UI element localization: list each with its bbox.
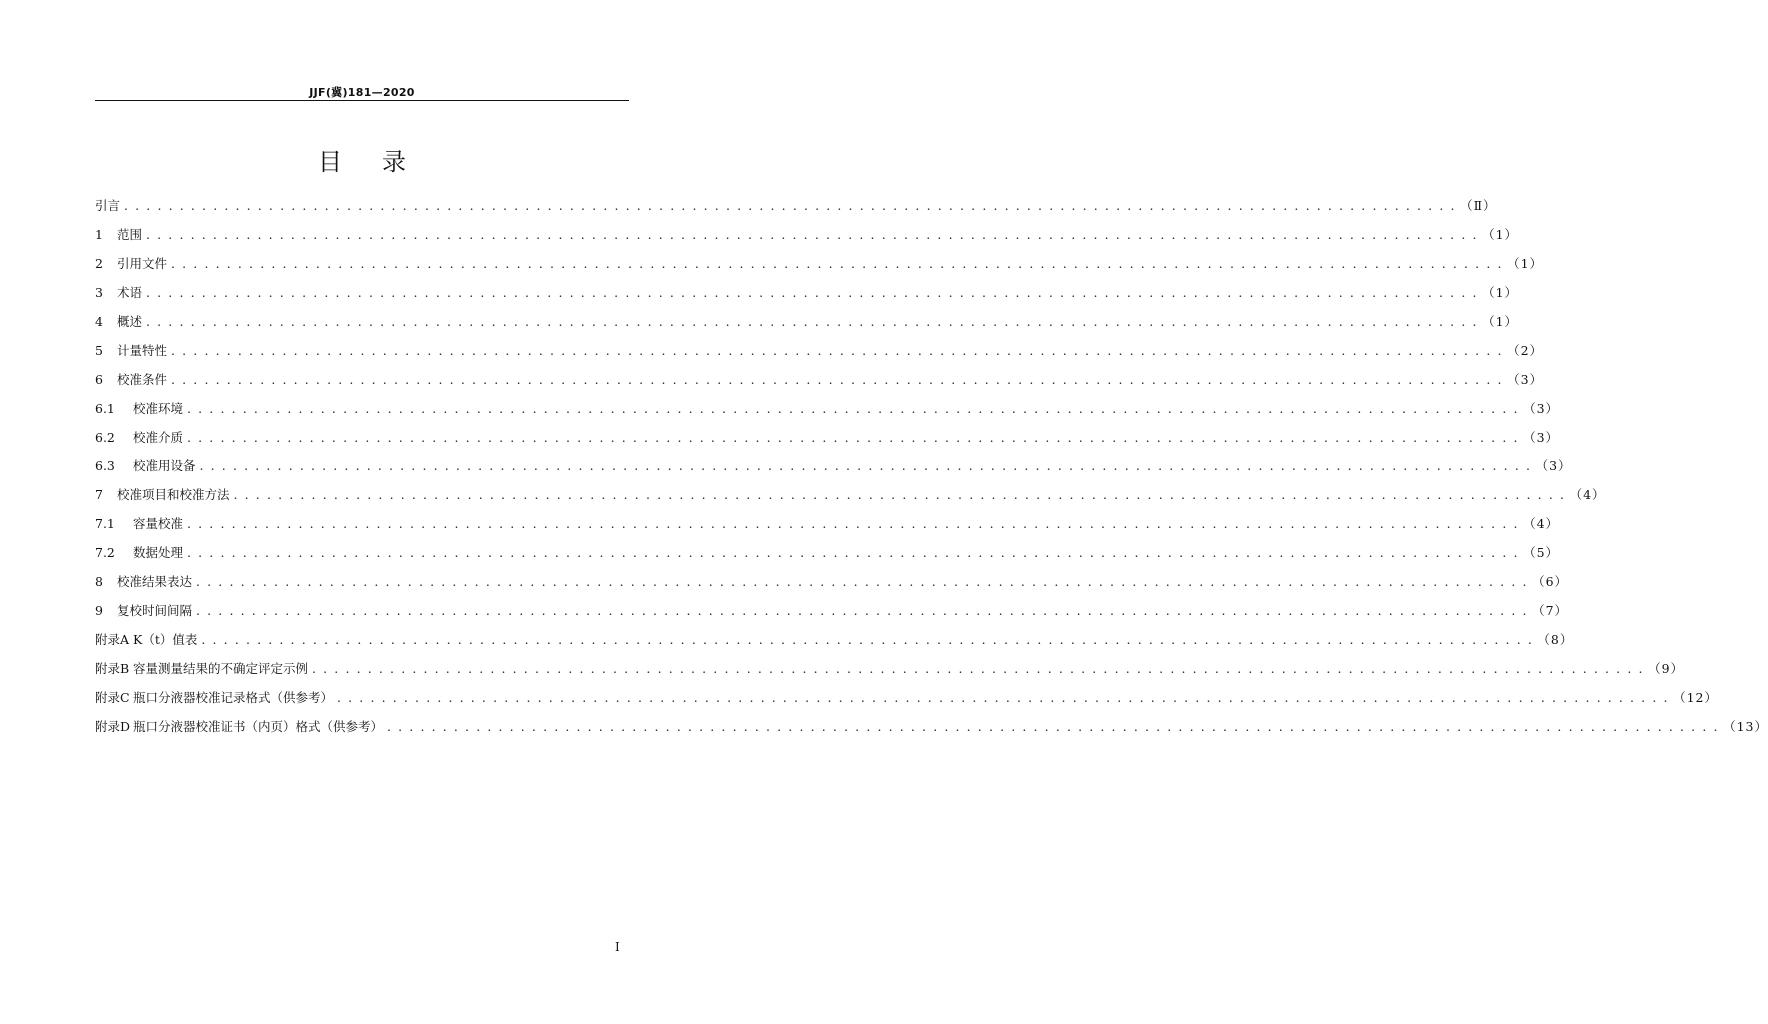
- toc-entry-page: （9）: [1648, 661, 1685, 676]
- toc-entry[interactable]: [95, 601, 1569, 630]
- toc-entry-page: （3）: [1523, 400, 1560, 416]
- toc-entry-title: [95, 456, 196, 476]
- header-rule: [95, 100, 629, 101]
- toc-entry-page: （1）: [1482, 313, 1519, 329]
- toc-entry-label: 校准介质: [133, 429, 184, 445]
- toc-entry-title: [95, 514, 183, 534]
- toc-entry-number: 8: [95, 574, 103, 590]
- toc-entry[interactable]: [95, 543, 1560, 572]
- toc-entry-page: （1）: [1507, 255, 1544, 271]
- toc-entry-page: （2）: [1507, 342, 1544, 358]
- toc-entry-title: [95, 717, 383, 737]
- toc-dot-leader: . . . . . . . . . . . . . . . . . . . . . . . . . . . . . . . . . . . . . . . . . . . . . . . . . . . . . . . . . . . . . . . . . . . . . . . . . . . . . . . . . . . . . . . . . . . . . . . . . . . . . . . . . . . . . . . . . . . . . . . .: [196, 574, 1529, 590]
- toc-entry-label: 引用文件: [117, 255, 168, 271]
- toc-entry-title: [95, 283, 142, 303]
- toc-dot-leader: . . . . . . . . . . . . . . . . . . . . . . . . . . . . . . . . . . . . . . . . . . . . . . . . . . . . . . . . . . . . . . . . . . . . . . . . . . . . . . . . . . . . . . . . . . . . . . . . . . . . . . . . . . . . . . . . . . . . . . . .: [196, 603, 1529, 619]
- toc-entry-page: （4）: [1523, 516, 1560, 532]
- toc-entry[interactable]: [95, 312, 1519, 341]
- toc-entry-title: [95, 601, 192, 621]
- toc-dot-leader: . . . . . . . . . . . . . . . . . . . . . . . . . . . . . . . . . . . . . . . . . . . . . . . . . . . . . . . . . . . . . . . . . . . . . . . . . . . . . . . . . . . . . . . . . . . . . . . . . . . . . . . . . . . . . . . . . . . . . . . .: [124, 198, 1457, 213]
- toc-dot-leader: . . . . . . . . . . . . . . . . . . . . . . . . . . . . . . . . . . . . . . . . . . . . . . . . . . . . . . . . . . . . . . . . . . . . . . . . . . . . . . . . . . . . . . . . . . . . . . . . . . . . . . . . . . . . . . . . . . . . . . . .: [171, 255, 1504, 271]
- document-header-code: JJF(冀)181—2020: [309, 86, 415, 99]
- toc-entry-label: 校准用设备: [133, 458, 196, 474]
- toc-entry-page: （Ⅱ）: [1460, 198, 1497, 213]
- toc-entry-page: （12）: [1673, 689, 1718, 705]
- toc-entry-number: 4: [95, 313, 103, 329]
- toc-entry[interactable]: [95, 225, 1519, 254]
- toc-entry-number: 3: [95, 284, 103, 300]
- toc-entry[interactable]: [95, 717, 1768, 746]
- toc-entry-number: 7.1: [95, 516, 115, 532]
- toc-dot-leader: . . . . . . . . . . . . . . . . . . . . . . . . . . . . . . . . . . . . . . . . . . . . . . . . . . . . . . . . . . . . . . . . . . . . . . . . . . . . . . . . . . . . . . . . . . . . . . . . . . . . . . . . . . . . . . . . . . . . . . . .: [199, 458, 1532, 474]
- toc-entry[interactable]: [95, 688, 1718, 717]
- toc-entry[interactable]: [95, 572, 1569, 601]
- toc-entry-page: （8）: [1537, 632, 1574, 648]
- toc-entry-number: 6.1: [95, 400, 115, 416]
- toc-entry[interactable]: [95, 283, 1519, 312]
- toc-dot-leader: . . . . . . . . . . . . . . . . . . . . . . . . . . . . . . . . . . . . . . . . . . . . . . . . . . . . . . . . . . . . . . . . . . . . . . . . . . . . . . . . . . . . . . . . . . . . . . . . . . . . . . . . . . . . . . . . . . . . . . . .: [201, 632, 1534, 648]
- toc-entry-page: （7）: [1532, 603, 1569, 619]
- toc-entry-title: [95, 370, 167, 390]
- toc-entry-label: 校准环境: [133, 400, 184, 416]
- toc-entry[interactable]: [95, 341, 1544, 370]
- toc-entry[interactable]: [95, 514, 1560, 543]
- toc-entry-label: 数据处理: [133, 545, 184, 561]
- toc-entry-page: （3）: [1507, 371, 1544, 387]
- toc-entry-page: （13）: [1723, 718, 1768, 734]
- toc-entry-number: 附录A: [95, 632, 130, 648]
- toc-entry-label: 术语: [117, 284, 143, 300]
- toc-dot-leader: . . . . . . . . . . . . . . . . . . . . . . . . . . . . . . . . . . . . . . . . . . . . . . . . . . . . . . . . . . . . . . . . . . . . . . . . . . . . . . . . . . . . . . . . . . . . . . . . . . . . . . . . . . . . . . . . . . . . . . . .: [187, 516, 1520, 532]
- toc-entry[interactable]: [95, 659, 1685, 688]
- toc-entry-number: 6: [95, 371, 103, 387]
- toc-dot-leader: . . . . . . . . . . . . . . . . . . . . . . . . . . . . . . . . . . . . . . . . . . . . . . . . . . . . . . . . . . . . . . . . . . . . . . . . . . . . . . . . . . . . . . . . . . . . . . . . . . . . . . . . . . . . . . . . . . . . . . . .: [171, 371, 1504, 387]
- toc-dot-leader: . . . . . . . . . . . . . . . . . . . . . . . . . . . . . . . . . . . . . . . . . . . . . . . . . . . . . . . . . . . . . . . . . . . . . . . . . . . . . . . . . . . . . . . . . . . . . . . . . . . . . . . . . . . . . . . . . . . . . . . .: [233, 487, 1566, 503]
- toc-entry-title: [95, 399, 183, 419]
- toc-entry-label: 校准项目和校准方法: [117, 487, 230, 503]
- toc-entry-title: [95, 341, 167, 361]
- toc-entry[interactable]: [95, 399, 1560, 428]
- toc-entry-number: 附录B: [95, 661, 130, 676]
- toc-entry-page: （3）: [1535, 458, 1572, 474]
- toc-entry-title: [95, 225, 142, 245]
- toc-entry[interactable]: [95, 456, 1572, 485]
- toc-entry-number: 5: [95, 342, 103, 358]
- toc-dot-leader: . . . . . . . . . . . . . . . . . . . . . . . . . . . . . . . . . . . . . . . . . . . . . . . . . . . . . . . . . . . . . . . . . . . . . . . . . . . . . . . . . . . . . . . . . . . . . . . . . . . . . . . . . . . . . . . . . . . . . . . .: [146, 284, 1479, 300]
- toc-dot-leader: . . . . . . . . . . . . . . . . . . . . . . . . . . . . . . . . . . . . . . . . . . . . . . . . . . . . . . . . . . . . . . . . . . . . . . . . . . . . . . . . . . . . . . . . . . . . . . . . . . . . . . . . . . . . . . . . . . . . . . . .: [146, 313, 1479, 329]
- toc-entry-label: 引言: [95, 198, 121, 213]
- toc-entry-label: 校准条件: [117, 371, 168, 387]
- toc-entry[interactable]: [95, 630, 1574, 659]
- toc-dot-leader: . . . . . . . . . . . . . . . . . . . . . . . . . . . . . . . . . . . . . . . . . . . . . . . . . . . . . . . . . . . . . . . . . . . . . . . . . . . . . . . . . . . . . . . . . . . . . . . . . . . . . . . . . . . . . . . . . . . . . . . .: [171, 342, 1504, 358]
- toc-entry-number: 6.2: [95, 429, 115, 445]
- toc-entry-page: （1）: [1482, 226, 1519, 242]
- toc-entry-number: 7: [95, 487, 103, 503]
- toc-entry-title: [95, 543, 183, 563]
- toc-dot-leader: . . . . . . . . . . . . . . . . . . . . . . . . . . . . . . . . . . . . . . . . . . . . . . . . . . . . . . . . . . . . . . . . . . . . . . . . . . . . . . . . . . . . . . . . . . . . . . . . . . . . . . . . . . . . . . . . . . . . . . . .: [312, 661, 1645, 676]
- toc-entry-number: 2: [95, 255, 103, 271]
- toc-entry-title: [95, 630, 197, 650]
- toc-entry-number: 附录D: [95, 718, 131, 734]
- table-of-contents: [95, 196, 1768, 746]
- toc-dot-leader: . . . . . . . . . . . . . . . . . . . . . . . . . . . . . . . . . . . . . . . . . . . . . . . . . . . . . . . . . . . . . . . . . . . . . . . . . . . . . . . . . . . . . . . . . . . . . . . . . . . . . . . . . . . . . . . . . . . . . . . .: [187, 400, 1520, 416]
- toc-entry-number: 附录C: [95, 689, 130, 705]
- toc-entry-label: 瓶口分液器校准证书（内页）格式（供参考）: [133, 718, 384, 734]
- toc-entry-title: [95, 254, 167, 274]
- toc-entry-number: 7.2: [95, 545, 115, 561]
- toc-entry-label: 容量校准: [133, 516, 184, 532]
- toc-dot-leader: . . . . . . . . . . . . . . . . . . . . . . . . . . . . . . . . . . . . . . . . . . . . . . . . . . . . . . . . . . . . . . . . . . . . . . . . . . . . . . . . . . . . . . . . . . . . . . . . . . . . . . . . . . . . . . . . . . . . . . . .: [337, 689, 1670, 705]
- toc-entry-page: （1）: [1482, 284, 1519, 300]
- toc-entry-label: 计量特性: [117, 342, 168, 358]
- toc-entry-label: 瓶口分液器校准记录格式（供参考）: [133, 689, 334, 705]
- toc-entry-title: [95, 572, 192, 592]
- toc-entry-label: 复校时间间隔: [117, 603, 193, 619]
- toc-entry-title: [95, 659, 308, 679]
- toc-entry-page: （6）: [1532, 574, 1569, 590]
- toc-entry-title: [95, 196, 120, 216]
- toc-entry[interactable]: [95, 428, 1560, 457]
- toc-entry-page: （4）: [1569, 487, 1606, 503]
- toc-entry-title: [95, 428, 183, 448]
- page-title: 目录: [318, 148, 446, 176]
- toc-entry-label: 概述: [117, 313, 143, 329]
- page-number: I: [615, 940, 620, 954]
- toc-entry[interactable]: [95, 254, 1544, 283]
- toc-dot-leader: . . . . . . . . . . . . . . . . . . . . . . . . . . . . . . . . . . . . . . . . . . . . . . . . . . . . . . . . . . . . . . . . . . . . . . . . . . . . . . . . . . . . . . . . . . . . . . . . . . . . . . . . . . . . . . . . . . . . . . . .: [187, 545, 1520, 561]
- toc-entry-label: K（t）值表: [133, 632, 198, 648]
- toc-entry[interactable]: [95, 196, 1497, 225]
- toc-entry-page: （5）: [1523, 545, 1560, 561]
- toc-dot-leader: . . . . . . . . . . . . . . . . . . . . . . . . . . . . . . . . . . . . . . . . . . . . . . . . . . . . . . . . . . . . . . . . . . . . . . . . . . . . . . . . . . . . . . . . . . . . . . . . . . . . . . . . . . . . . . . . . . . . . . . .: [187, 429, 1520, 445]
- toc-entry-label: 范围: [117, 226, 143, 242]
- toc-entry[interactable]: [95, 370, 1544, 399]
- toc-entry-title: [95, 485, 230, 505]
- toc-entry-label: 容量测量结果的不确定评定示例: [133, 661, 309, 676]
- toc-entry-number: 9: [95, 603, 103, 619]
- toc-entry-title: [95, 312, 142, 332]
- toc-entry-number: 6.3: [95, 458, 115, 474]
- toc-entry-number: 1: [95, 226, 103, 242]
- toc-entry-label: 校准结果表达: [117, 574, 193, 590]
- toc-entry-title: [95, 688, 333, 708]
- toc-entry-page: （3）: [1523, 429, 1560, 445]
- toc-dot-leader: . . . . . . . . . . . . . . . . . . . . . . . . . . . . . . . . . . . . . . . . . . . . . . . . . . . . . . . . . . . . . . . . . . . . . . . . . . . . . . . . . . . . . . . . . . . . . . . . . . . . . . . . . . . . . . . . . . . . . . . .: [146, 226, 1479, 242]
- toc-entry[interactable]: [95, 485, 1606, 514]
- toc-dot-leader: . . . . . . . . . . . . . . . . . . . . . . . . . . . . . . . . . . . . . . . . . . . . . . . . . . . . . . . . . . . . . . . . . . . . . . . . . . . . . . . . . . . . . . . . . . . . . . . . . . . . . . . . . . . . . . . . . . . . . . . .: [387, 718, 1720, 734]
